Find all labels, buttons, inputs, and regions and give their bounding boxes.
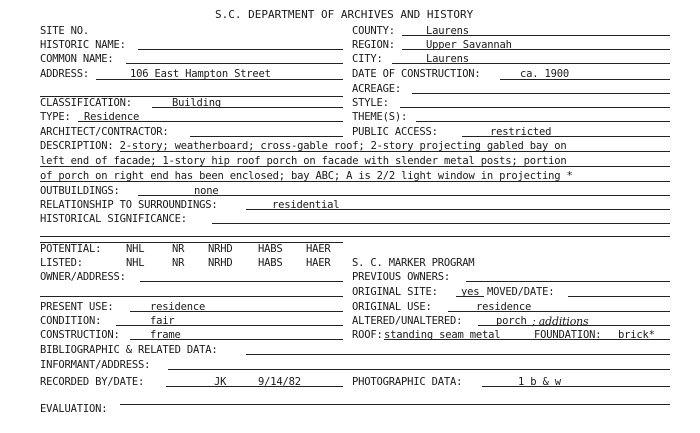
moved-date-label: MOVED/DATE: bbox=[487, 286, 555, 298]
historic-name-label: HISTORIC NAME: bbox=[40, 39, 126, 51]
common-name-line bbox=[126, 63, 343, 64]
potential-haer: HAER bbox=[306, 243, 331, 255]
evaluation-line bbox=[120, 404, 670, 405]
original-site-line bbox=[456, 296, 484, 297]
listed-nr: NR bbox=[172, 257, 185, 269]
address-value: 106 East Hampton Street bbox=[130, 68, 271, 80]
description-rule-2 bbox=[40, 166, 670, 167]
acreage-label: ACREAGE: bbox=[352, 83, 401, 95]
theme-label: THEME(S): bbox=[352, 111, 408, 123]
construction-value: frame bbox=[150, 329, 181, 341]
original-use-label: ORIGINAL USE: bbox=[352, 301, 432, 313]
photographic-label: PHOTOGRAPHIC DATA: bbox=[352, 376, 463, 388]
outbuildings-label: OUTBUILDINGS: bbox=[40, 185, 120, 197]
common-name-label: COMMON NAME: bbox=[40, 53, 114, 65]
date-construction-line bbox=[500, 79, 670, 80]
relationship-value: residential bbox=[272, 199, 340, 211]
owner-address-line bbox=[140, 281, 343, 282]
owner-address-label: OWNER/ADDRESS: bbox=[40, 271, 126, 283]
architect-label: ARCHITECT/CONTRACTOR: bbox=[40, 126, 169, 138]
architect-line bbox=[190, 136, 343, 137]
potential-habs: HABS bbox=[258, 243, 283, 255]
type-label: TYPE: bbox=[40, 111, 71, 123]
moved-date-line bbox=[568, 296, 670, 297]
relationship-line bbox=[246, 209, 670, 210]
public-access-label: PUBLIC ACCESS: bbox=[352, 126, 438, 138]
condition-value: fair bbox=[150, 315, 175, 327]
historical-significance-line bbox=[212, 223, 670, 224]
description-line-1: DESCRIPTION: 2-story; weatherboard; cross-gable roof; 2-story projecting gabled bay on bbox=[40, 140, 567, 152]
form-header: S.C. DEPARTMENT OF ARCHIVES AND HISTORY bbox=[215, 8, 474, 21]
present-use-label: PRESENT USE: bbox=[40, 301, 114, 313]
listed-haer: HAER bbox=[306, 257, 331, 269]
previous-owners-line bbox=[466, 281, 670, 282]
original-use-line bbox=[448, 311, 670, 312]
photographic-value: 1 b & w bbox=[518, 376, 561, 388]
construction-line bbox=[130, 339, 343, 340]
roof-value: standing seam metal bbox=[384, 329, 501, 341]
altered-value: porch bbox=[496, 315, 527, 327]
date-construction-label: DATE OF CONSTRUCTION: bbox=[352, 68, 481, 80]
recorded-line bbox=[166, 386, 343, 387]
outbuildings-line bbox=[138, 195, 670, 196]
listed-habs: HABS bbox=[258, 257, 283, 269]
classification-line bbox=[152, 107, 343, 108]
region-line bbox=[402, 49, 670, 50]
blank-line-1 bbox=[40, 236, 670, 237]
acreage-line bbox=[412, 93, 670, 94]
style-line bbox=[400, 107, 670, 108]
address-label: ADDRESS: bbox=[40, 68, 89, 80]
original-site-value: yes bbox=[461, 286, 480, 298]
date-construction-value: ca. 1900 bbox=[520, 68, 569, 80]
marker-program: S. C. MARKER PROGRAM bbox=[352, 257, 475, 269]
historical-significance-label: HISTORICAL SIGNIFICANCE: bbox=[40, 213, 187, 225]
description-rule-1 bbox=[120, 151, 670, 152]
outbuildings-value: none bbox=[194, 185, 219, 197]
potential-nr: NR bbox=[172, 243, 185, 255]
present-use-line bbox=[130, 311, 343, 312]
theme-line bbox=[416, 121, 670, 122]
city-line bbox=[392, 63, 670, 64]
condition-line bbox=[116, 325, 343, 326]
historic-name-line bbox=[138, 49, 343, 50]
owner-address-line-2 bbox=[40, 296, 343, 297]
divider-2 bbox=[40, 242, 343, 243]
recorded-by: JK bbox=[214, 376, 227, 388]
classification-value: Building bbox=[172, 97, 221, 109]
region-value: Upper Savannah bbox=[426, 39, 512, 51]
classification-label: CLASSIFICATION: bbox=[40, 97, 132, 109]
bibliographic-label: BIBLIOGRAPHIC & RELATED DATA: bbox=[40, 344, 218, 356]
photographic-line bbox=[482, 386, 670, 387]
altered-line bbox=[478, 325, 670, 326]
bibliographic-line bbox=[246, 354, 670, 355]
region-label: REGION: bbox=[352, 39, 395, 51]
listed-nhl: NHL bbox=[126, 257, 145, 269]
type-value: Residence bbox=[84, 111, 140, 123]
original-site-label: ORIGINAL SITE: bbox=[352, 286, 438, 298]
informant-line bbox=[168, 369, 670, 370]
evaluation-label: EVALUATION: bbox=[40, 403, 108, 415]
public-access-line bbox=[462, 136, 670, 137]
county-label: COUNTY: bbox=[352, 25, 395, 37]
public-access-value: restricted bbox=[490, 126, 552, 138]
county-value: Laurens bbox=[426, 25, 469, 37]
recorded-date: 9/14/82 bbox=[258, 376, 301, 388]
site-no-label: SITE NO. bbox=[40, 25, 89, 37]
condition-label: CONDITION: bbox=[40, 315, 102, 327]
type-line bbox=[78, 121, 343, 122]
previous-owners-label: PREVIOUS OWNERS: bbox=[352, 271, 450, 283]
description-rule-3 bbox=[40, 181, 670, 182]
listed-label: LISTED: bbox=[40, 257, 83, 269]
potential-nrhd: NRHD bbox=[208, 243, 233, 255]
listed-nrhd: NRHD bbox=[208, 257, 233, 269]
divider-1 bbox=[40, 96, 343, 97]
present-use-value: residence bbox=[150, 301, 206, 313]
original-use-value: residence bbox=[476, 301, 532, 313]
city-value: Laurens bbox=[426, 53, 469, 65]
potential-label: POTENTIAL: bbox=[40, 243, 102, 255]
roof-line bbox=[384, 339, 670, 340]
city-label: CITY: bbox=[352, 53, 383, 65]
construction-label: CONSTRUCTION: bbox=[40, 329, 120, 341]
foundation-value: brick* bbox=[618, 329, 655, 341]
potential-nhl: NHL bbox=[126, 243, 145, 255]
foundation-label: FOUNDATION: bbox=[534, 329, 602, 341]
recorded-label: RECORDED BY/DATE: bbox=[40, 376, 145, 388]
county-line bbox=[402, 35, 670, 36]
relationship-label: RELATIONSHIP TO SURROUNDINGS: bbox=[40, 199, 218, 211]
roof-label: ROOF: bbox=[352, 329, 383, 341]
address-line bbox=[96, 79, 343, 80]
altered-handwritten-note: ; additions bbox=[532, 315, 589, 328]
style-label: STYLE: bbox=[352, 97, 389, 109]
description-line-3: of porch on right end has been enclosed; bay ABC; A is 2/2 light window in projecting * bbox=[40, 170, 573, 182]
altered-label: ALTERED/UNALTERED: bbox=[352, 315, 463, 327]
description-line-2: left end of facade; 1-story hip roof porch on facade with slender metal posts; portion bbox=[40, 155, 567, 167]
informant-label: INFORMANT/ADDRESS: bbox=[40, 359, 151, 371]
